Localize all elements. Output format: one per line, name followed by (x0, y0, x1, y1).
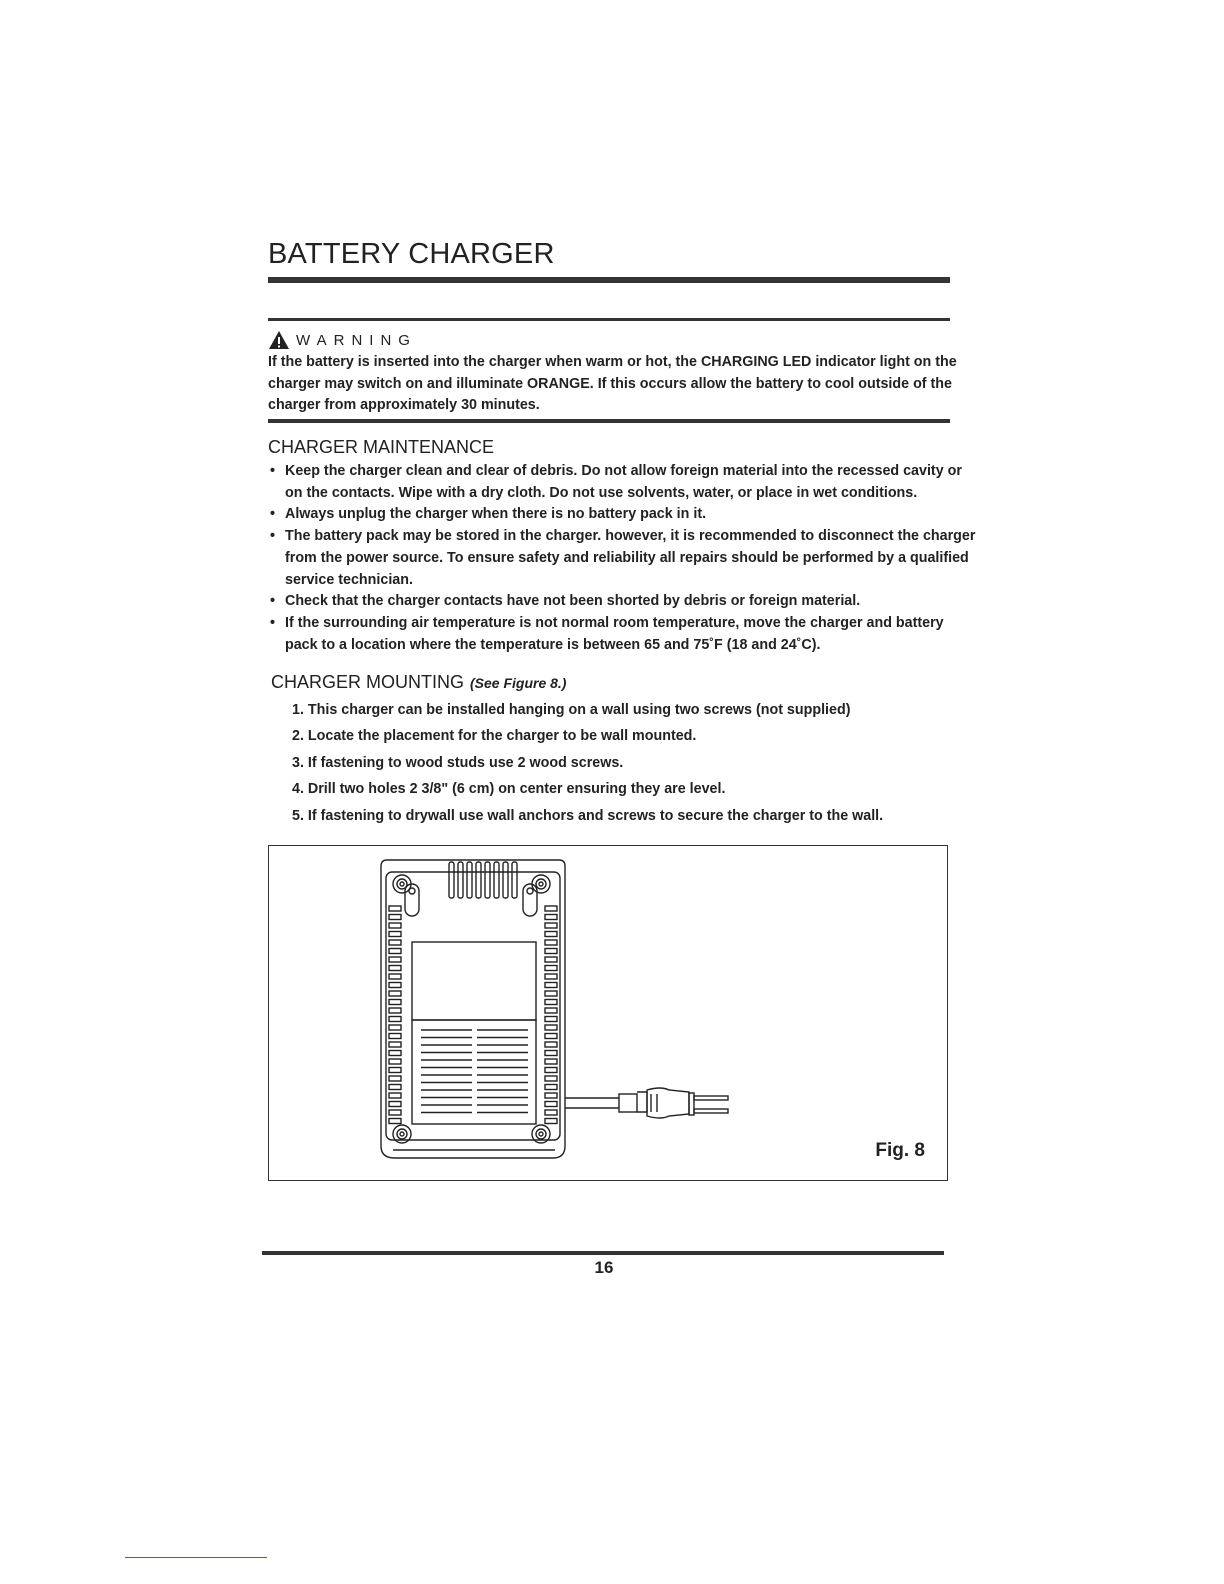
screw-hole-inner (397, 1129, 407, 1139)
side-rib (389, 1008, 401, 1013)
side-rib (389, 1085, 401, 1090)
vent-slot (449, 862, 454, 898)
bottom-underline (125, 1557, 267, 1558)
vent-slot (476, 862, 481, 898)
list-item: 3. If fastening to wood studs use 2 wood screws. (292, 754, 624, 771)
side-rib (389, 1093, 401, 1098)
screw-hole-center (539, 882, 543, 886)
side-rib (389, 1110, 401, 1115)
vent-slot (512, 862, 517, 898)
page-number: 16 (594, 1258, 614, 1277)
warning-label: WARNING (296, 331, 417, 349)
side-rib (545, 923, 557, 928)
list-item: 1. This charger can be installed hanging on a wall using two screws (not supplied) (292, 702, 851, 718)
charger-illustration (269, 846, 946, 1179)
list-item: • Check that the charger contacts have not been shorted by debris or foreign material. (270, 593, 861, 610)
side-rib (545, 1085, 557, 1090)
side-rib (389, 1025, 401, 1030)
vent-slot (494, 862, 499, 898)
vent-slot (467, 862, 472, 898)
side-rib (545, 949, 557, 954)
side-rib (389, 1042, 401, 1047)
side-rib (389, 932, 401, 937)
side-rib (545, 915, 557, 920)
side-rib (545, 1051, 557, 1056)
side-rib (545, 957, 557, 962)
side-rib (389, 974, 401, 979)
side-rib (389, 1051, 401, 1056)
side-rib (389, 1068, 401, 1073)
side-rib (389, 1034, 401, 1039)
list-item: 4. Drill two holes 2 3/8" (6 cm) on center ensuring they are level. (292, 781, 726, 798)
vent-slot (458, 862, 463, 898)
side-rib (389, 906, 401, 911)
screw-hole (532, 875, 550, 893)
title-rule (268, 277, 950, 283)
list-item: • If the surrounding air temperature is not normal room temperature, move the charger and battery pack to a location where the temperature is between 65 and 75˚F (18 and 24˚C). (270, 614, 944, 653)
list-item: • Keep the charger clean and clear of debris. Do not allow foreign material into the recessed cavity or on the contacts. Wipe with a dry cloth. Do not use solvents, water, or place in wet conditions. (270, 463, 962, 501)
screw-hole-inner (536, 1129, 546, 1139)
side-rib (545, 974, 557, 979)
page-title: BATTERY CHARGER (268, 238, 555, 270)
side-rib (545, 1034, 557, 1039)
side-rib (545, 1119, 557, 1124)
side-rib (545, 906, 557, 911)
screw-hole-inner (536, 879, 546, 889)
side-rib (545, 1017, 557, 1022)
side-rib (545, 940, 557, 945)
side-rib (545, 1025, 557, 1030)
figure-reference: (See Figure 8.) (470, 675, 567, 691)
warning-text: If the battery is inserted into the charger when warm or hot, the CHARGING LED indicator light on the charger may switch on and illuminate ORANGE. If this occurs allow the battery to cool outside of the charger from approximately 30 minutes. (268, 354, 957, 413)
side-rib (389, 940, 401, 945)
side-rib (545, 1076, 557, 1081)
list-item: 5. If fastening to drywall use wall anchors and screws to secure the charger to the wall. (292, 807, 884, 824)
side-rib (545, 1059, 557, 1064)
side-rib (545, 1042, 557, 1047)
side-rib (389, 949, 401, 954)
side-rib (389, 957, 401, 962)
side-rib (389, 1119, 401, 1124)
list-item: • The battery pack may be stored in the charger. however, it is recommended to disconnect the charger from the power source. To ensure safety and reliability all repairs should be performed by a qualified service technician. (270, 528, 976, 588)
warning-bottom-rule (268, 419, 950, 423)
side-rib (389, 915, 401, 920)
list-item: • Always unplug the charger when there is no battery pack in it. (270, 506, 707, 523)
side-rib (545, 1008, 557, 1013)
screw-hole (393, 875, 411, 893)
warning-triangle-icon (268, 330, 290, 350)
vent-slot (503, 862, 508, 898)
side-rib (545, 932, 557, 937)
side-rib (545, 1068, 557, 1073)
side-rib (545, 991, 557, 996)
vent-slot (485, 862, 490, 898)
screw-hole-center (539, 1132, 543, 1136)
mounting-heading (271, 672, 566, 693)
side-rib (389, 923, 401, 928)
side-rib (389, 991, 401, 996)
side-rib (545, 966, 557, 971)
screw-hole-center (400, 1132, 404, 1136)
screw-hole-center (400, 882, 404, 886)
side-rib (389, 983, 401, 988)
side-rib (545, 983, 557, 988)
side-rib (389, 1059, 401, 1064)
maintenance-list (268, 461, 978, 656)
mounting-steps (292, 700, 883, 832)
mounting-heading-text: CHARGER MOUNTING (271, 672, 464, 692)
side-rib (545, 1093, 557, 1098)
footer-rule (262, 1251, 944, 1255)
warning-header (268, 329, 417, 351)
figure-label: Fig. 8 (875, 1140, 925, 1161)
side-rib (545, 1110, 557, 1115)
figure-box (268, 845, 948, 1181)
side-rib (545, 1000, 557, 1005)
side-rib (389, 1000, 401, 1005)
warning-top-rule (268, 318, 950, 321)
list-item: 2. Locate the placement for the charger to be wall mounted. (292, 728, 697, 745)
side-rib (389, 1076, 401, 1081)
side-rib (389, 1102, 401, 1107)
maintenance-heading: CHARGER MAINTENANCE (268, 437, 495, 457)
side-rib (389, 966, 401, 971)
side-rib (545, 1102, 557, 1107)
side-rib (389, 1017, 401, 1022)
